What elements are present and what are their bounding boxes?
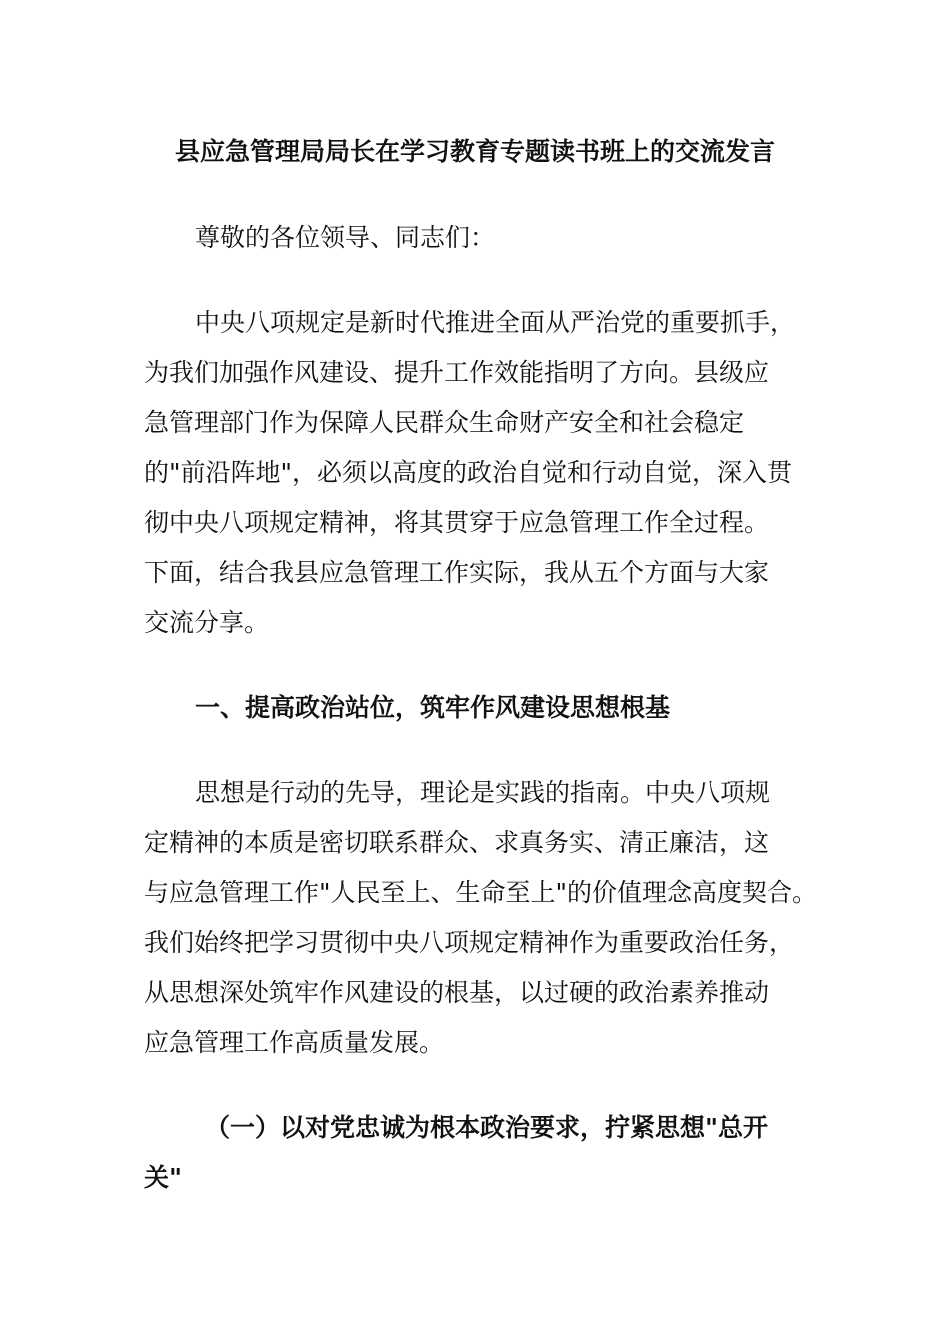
document-title: 县应急管理局局长在学习教育专题读书班上的交流发言 xyxy=(174,137,775,166)
paragraph-line: 下面，结合我县应急管理工作实际，我从五个方面与大家 xyxy=(144,558,770,587)
paragraph-line: 与应急管理工作"人民至上、生命至上"的价值理念高度契合。 xyxy=(144,878,818,907)
paragraph-line: 为我们加强作风建设、提升工作效能指明了方向。县级应 xyxy=(144,358,770,387)
salutation: 尊敬的各位领导、同志们： xyxy=(195,223,496,252)
paragraph-line: 思想是行动的先导，理论是实践的指南。中央八项规 xyxy=(195,778,771,807)
subsection-heading-line: （一）以对党忠诚为根本政治要求，拧紧思想"总开 xyxy=(205,1113,769,1142)
paragraph-line: 应急管理工作高质量发展。 xyxy=(144,1028,445,1057)
paragraph-line: 我们始终把学习贯彻中央八项规定精神作为重要政治任务， xyxy=(144,928,795,957)
paragraph-line: 的"前沿阵地"，必须以高度的政治自觉和行动自觉，深入贯 xyxy=(144,458,793,487)
paragraph-line: 交流分享。 xyxy=(144,608,270,637)
paragraph-line: 彻中央八项规定精神，将其贯穿于应急管理工作全过程。 xyxy=(144,508,770,537)
paragraph-line: 急管理部门作为保障人民群众生命财产安全和社会稳定 xyxy=(144,408,745,437)
paragraph-line: 定精神的本质是密切联系群众、求真务实、清正廉洁，这 xyxy=(144,828,770,857)
paragraph-line: 中央八项规定是新时代推进全面从严治党的重要抓手， xyxy=(195,308,796,337)
subsection-heading-line: 关" xyxy=(144,1163,183,1192)
paragraph-line: 从思想深处筑牢作风建设的根基，以过硬的政治素养推动 xyxy=(144,978,770,1007)
section-heading: 一、提高政治站位，筑牢作风建设思想根基 xyxy=(195,693,671,722)
